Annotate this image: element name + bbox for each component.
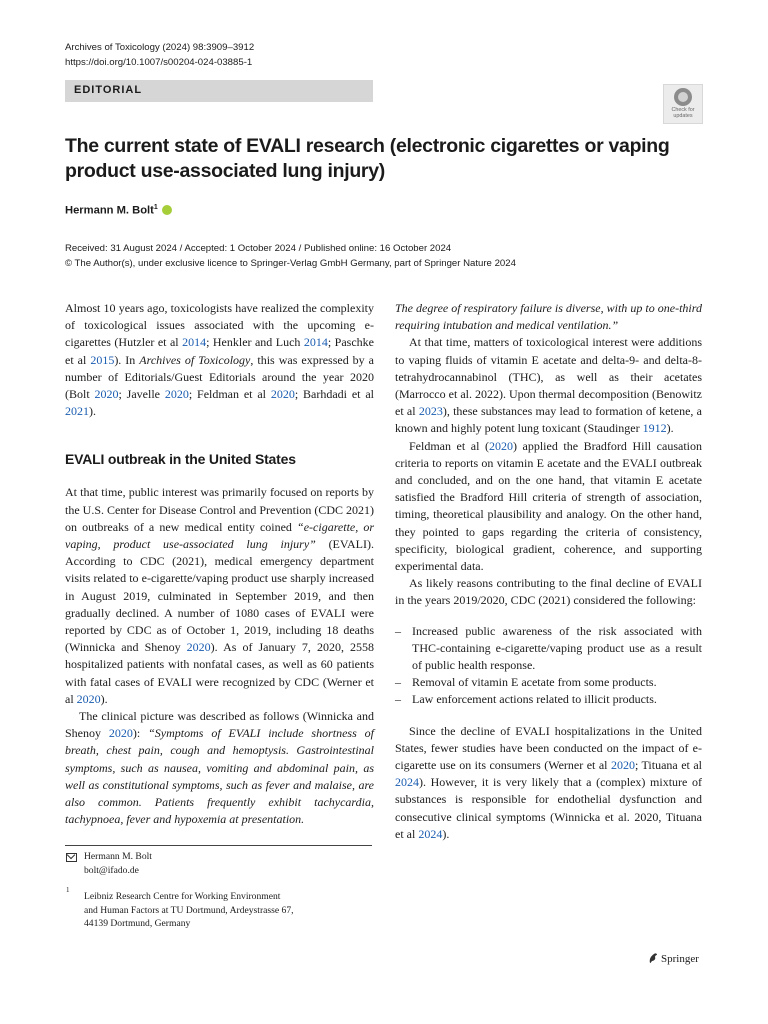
citation-link[interactable]: 2015 xyxy=(90,352,115,367)
journal-citation xyxy=(65,40,254,70)
section-label-bar xyxy=(65,80,373,102)
affiliation-number: 1 xyxy=(66,886,70,894)
publisher-logo xyxy=(648,952,699,965)
section-label: EDITORIAL xyxy=(74,84,143,96)
body-paragraph: As likely reasons contributing to the final decline of EVALI in the years 2019/2020, CDC (2021) considered the following: xyxy=(395,576,702,608)
body-paragraph: Since the decline of EVALI hospitalizations in the United States, fewer studies have been conducted on the impact of e-cigarette use on its consumers (Werner et al 2020; Tituana et al 2024). However, it is very likely that a (complex) mixture of substances is responsible for endothelial dysfunction and consecutive clinical symptoms (Winnicka et al. 2020, Tituana et al 2024). xyxy=(395,723,702,841)
list-item: – Increased public awareness of the risk associated with THC-containing e-cigarette/vaping product use as a result of public health response. xyxy=(395,623,702,675)
section-heading: EVALI outbreak in the United States xyxy=(65,451,296,468)
envelope-icon xyxy=(66,853,77,862)
check-for-updates-badge[interactable] xyxy=(663,84,703,124)
citation-link[interactable]: 2020 xyxy=(94,387,119,402)
citation-link[interactable]: 1912 xyxy=(642,421,667,436)
citation-link[interactable]: 2020 xyxy=(164,387,189,402)
citation-link[interactable]: 2020 xyxy=(108,726,133,741)
doi-link[interactable]: https://doi.org/10.1007/s00204-024-03885-1 xyxy=(65,57,253,68)
corresponding-author-name: Hermann M. Bolt xyxy=(84,851,152,862)
affiliation: Leibniz Research Centre for Working Environment and Human Factors at TU Dortmund, Ardeystrasse 67, 44139 Dortmund, Germany xyxy=(84,891,294,929)
author-name[interactable]: Hermann M. Bolt xyxy=(65,204,154,217)
list-item: – Law enforcement actions related to illicit products. xyxy=(395,691,702,708)
publisher-name: Springer xyxy=(661,953,699,965)
citation-link[interactable]: 2023 xyxy=(418,404,443,419)
article-title: The current state of EVALI research (electronic cigarettes or vaping product use-associated lung injury) xyxy=(65,135,670,182)
check-updates-text: Check for updates xyxy=(671,107,695,119)
citation-link[interactable]: 2021 xyxy=(65,404,89,419)
list-item: – Removal of vitamin E acetate from some products. xyxy=(395,674,702,691)
reasons-list xyxy=(395,623,702,709)
copyright-notice: © The Author(s), under exclusive licence to Springer-Verlag GmbH Germany, part of Springer Nature 2024 xyxy=(65,258,516,269)
author-affiliation-marker: 1 xyxy=(153,204,158,211)
citation-link[interactable]: 2024 xyxy=(418,826,443,841)
citation-link[interactable]: 2014 xyxy=(303,335,328,350)
citation-link[interactable]: 2020 xyxy=(186,640,211,655)
citation-link[interactable]: 2020 xyxy=(270,387,295,402)
check-updates-icon xyxy=(674,88,692,106)
citation-link[interactable]: 2020 xyxy=(610,758,635,773)
body-paragraph: At that time, matters of toxicological interest were additions to vaping fluids of vitamin E acetate and delta-9- and delta-8-tetrahydrocannabinol (THC), as well as their acetates (Marrocco et al. 2022). Upon thermal decomposition (Benowitz et al 2023), these substances may lead to formation of ketene, a known and highly potent lung toxicant (Staudinger 1912). xyxy=(395,335,702,436)
journal-line: Archives of Toxicology (2024) 98:3909–3912 xyxy=(65,42,255,53)
citation-link[interactable]: 2014 xyxy=(182,335,207,350)
corresponding-author-email[interactable]: bolt@ifado.de xyxy=(84,864,139,876)
citation-link[interactable]: 2020 xyxy=(76,691,101,706)
springer-horse-icon xyxy=(648,952,658,964)
body-paragraph: At that time, public interest was primarily focused on reports by the U.S. Center for Disease Control and Prevention (CDC 2021) on outbreaks of a new medical entity coined “e-cigarette, or vaping, product use-associated lung injury” (EVALI). According to CDC (2021), medical emergency department visits related to e-cigarette/vaping product use sharply increased in August 2019, culminated in September 2019, and then gradually declined. A number of 1080 cases of EVALI were reported by CDC as of October 1, 2019, including 18 deaths (Winnicka and Shenoy 2020). As of January 7, 2020, 2558 hospitalized patients with nonfatal cases, as well as 60 patients with fatal cases of EVALI were recognized by CDC (Werner et al 2020). xyxy=(65,485,375,706)
history-dates: Received: 31 August 2024 / Accepted: 1 October 2024 / Published online: 16 October 2024 xyxy=(65,243,452,254)
author-line xyxy=(65,204,172,217)
left-column xyxy=(65,300,374,828)
intro-paragraph: Almost 10 years ago, toxicologists have realized the complexity of toxicological issues associated with the upcoming e-cigarettes (Hutzler et al 2014; Henkler and Luch 2014; Paschke et al 2015). In Archives of Toxicology, this was expressed by a number of Editorials/Guest Editorials around the year 2020 (Bolt 2020; Javelle 2020; Feldman et al 2020; Barhdadi et al 2021). xyxy=(65,301,375,419)
citation-link[interactable]: 2020 xyxy=(488,438,513,453)
citation-link[interactable]: 2024 xyxy=(395,775,419,790)
right-column xyxy=(395,300,702,843)
footnote-divider xyxy=(65,845,372,846)
quote-continuation: The degree of respiratory failure is diverse, with up to one-third requiring intubation and medical ventilation.” xyxy=(395,301,702,333)
body-paragraph: Feldman et al (2020) applied the Bradford Hill causation criteria to reports on vitamin E acetate and the EVALI outbreak and concluded, and on the one hand, that vitamin E acetate satisfied the Bradford Hill criteria of strength of association, timing, theoretical plausibility and analogy. On the other hand, they pointed to gaps regarding the criteria of consistency, specificity, biological gradient, coherence, and supporting experimental data. xyxy=(395,438,703,574)
body-paragraph: The clinical picture was described as follows (Winnicka and Shenoy 2020): “Symptoms of EVALI include shortness of breath, chest pain, cough and hemoptysis. Gastrointestinal symptoms, such as nausea, vomiting and abdominal pain, as well as constitutional symptoms, such as fever and malaise, are also common. Patients frequently exhibit tachycardia, tachypnoea, fever and hypoxemia at presentation. xyxy=(65,709,374,827)
corresponding-author xyxy=(84,850,152,877)
publication-dates xyxy=(65,241,516,271)
orcid-icon[interactable] xyxy=(162,205,172,215)
